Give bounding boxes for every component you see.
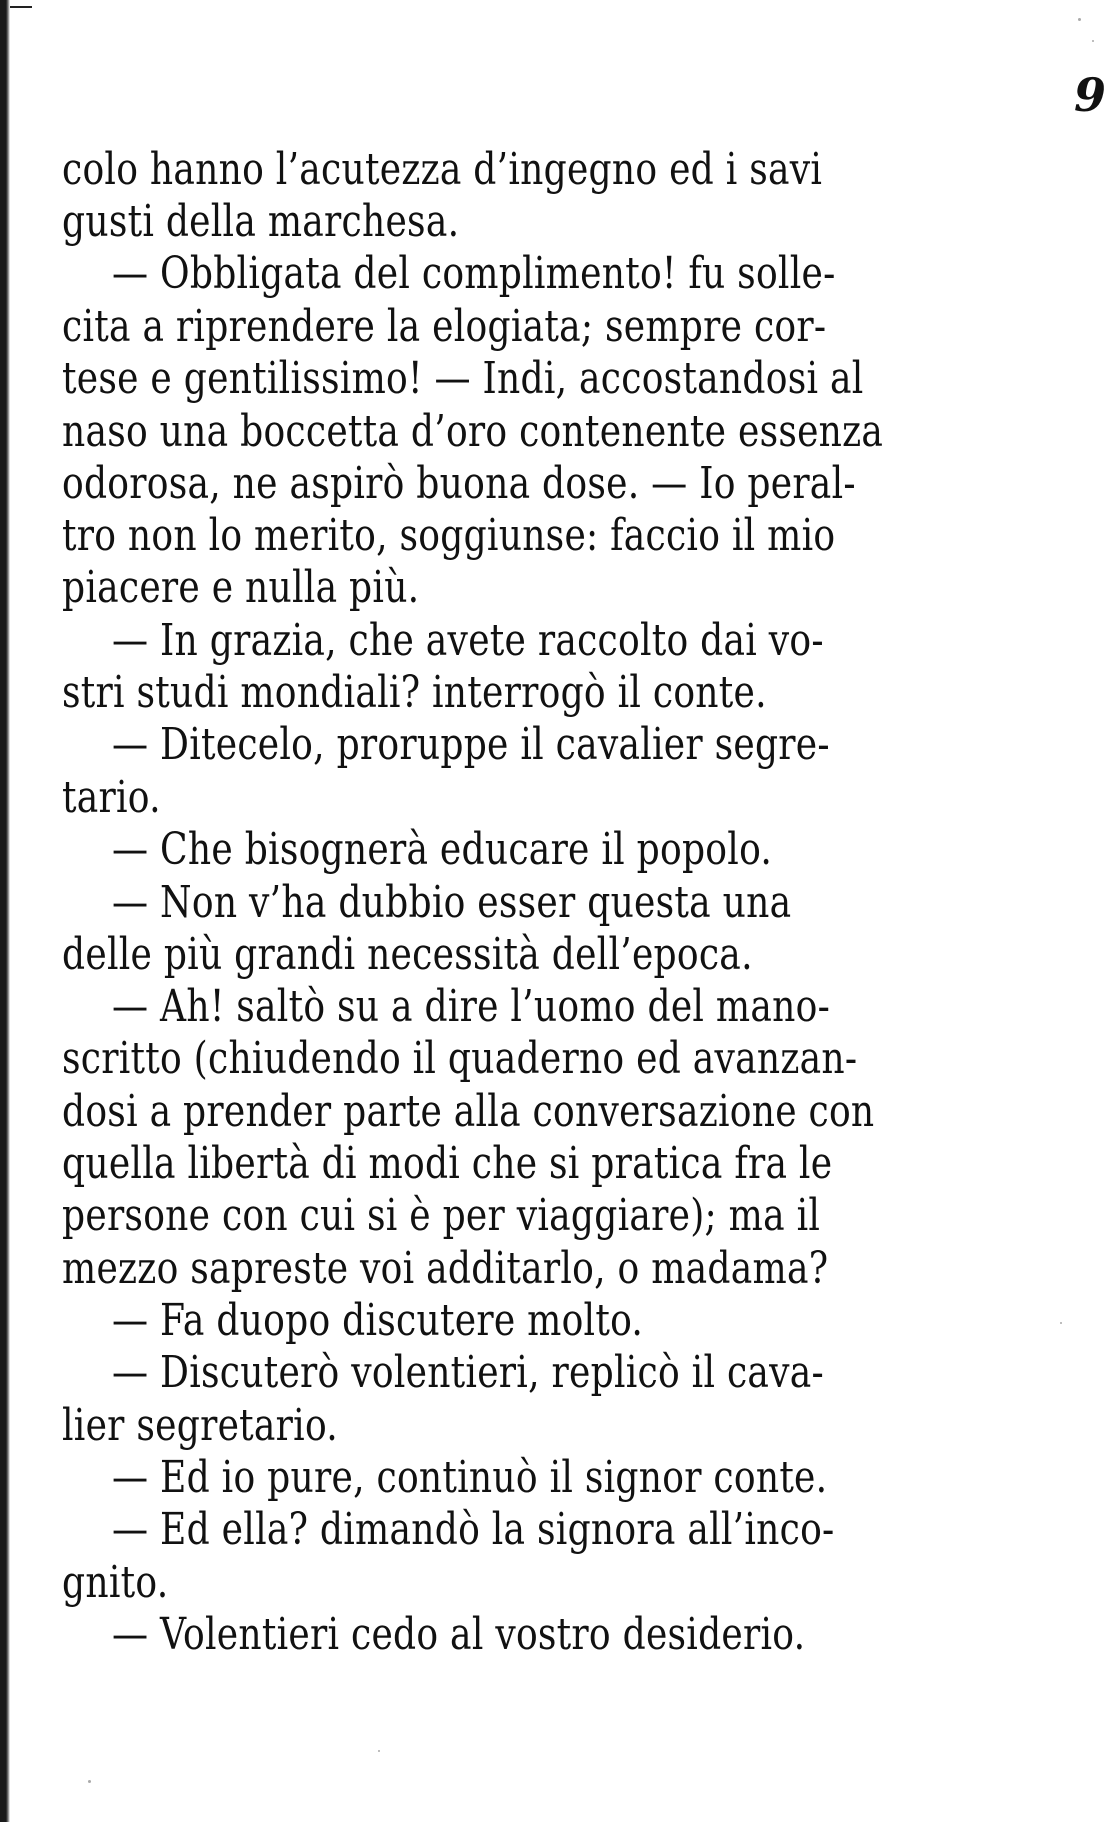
text-line: persone con cui si è per viaggiare); ma il: [62, 1190, 821, 1241]
text-line: — Fa duopo discutere molto.: [112, 1295, 644, 1346]
text-line: tro non lo merito, soggiunse: faccio il mio: [62, 510, 836, 561]
print-speckle: [378, 1750, 380, 1752]
text-line: — Ed io pure, continuò il signor conte.: [112, 1452, 828, 1503]
text-line: delle più grandi necessità dell’epoca.: [62, 929, 753, 980]
text-line: naso una boccetta d’oro contenente essenza: [62, 406, 884, 457]
text-line: dosi a prender parte alla conversazione con: [62, 1086, 875, 1137]
binding-edge: [0, 0, 10, 1822]
print-speckle: [1078, 18, 1081, 21]
text-line: scritto (chiudendo il quaderno ed avanzan-: [62, 1033, 858, 1084]
text-line: quella libertà di modi che si pratica fra le: [62, 1138, 833, 1189]
text-line: tese e gentilissimo! — Indi, accostandosi al: [62, 353, 864, 404]
text-line: gusti della marchesa.: [62, 196, 460, 247]
text-line: — Volentieri cedo al vostro desiderio.: [112, 1609, 806, 1660]
text-line: odorosa, ne aspirò buona dose. — Io peral-: [62, 458, 856, 509]
text-line: stri studi mondiali? interrogò il conte.: [62, 667, 767, 718]
print-speckle: [1092, 40, 1094, 42]
print-speckle: [88, 1780, 91, 1783]
text-line: — Discuterò volentieri, replicò il cava-: [112, 1347, 824, 1398]
text-line: — Ditecelo, proruppe il cavalier segre-: [112, 719, 830, 770]
text-line: piacere e nulla più.: [62, 562, 420, 613]
text-line: lier segretario.: [62, 1400, 339, 1451]
text-line: — Obbligata del complimento! fu solle-: [112, 248, 836, 299]
text-line: — Ah! saltò su a dire l’uomo del mano-: [112, 981, 831, 1032]
page-number: 9: [1073, 68, 1107, 122]
text-line: — Che bisognerà educare il popolo.: [112, 824, 773, 875]
text-line: — Non v’ha dubbio esser questa una: [112, 877, 792, 928]
print-speckle: [1060, 1322, 1062, 1324]
text-line: cita a riprendere la elogiata; sempre cor-: [62, 301, 827, 352]
text-line: tario.: [62, 772, 161, 823]
text-line: — In grazia, che avete raccolto dai vo-: [112, 615, 824, 666]
text-line: colo hanno l’acutezza d’ingegno ed i savi: [62, 144, 823, 195]
text-line: mezzo sapreste voi additarlo, o madama?: [62, 1243, 829, 1294]
text-line: — Ed ella? dimandò la signora all’inco-: [112, 1504, 835, 1555]
text-line: gnito.: [62, 1557, 169, 1608]
corner-mark: [10, 6, 32, 8]
